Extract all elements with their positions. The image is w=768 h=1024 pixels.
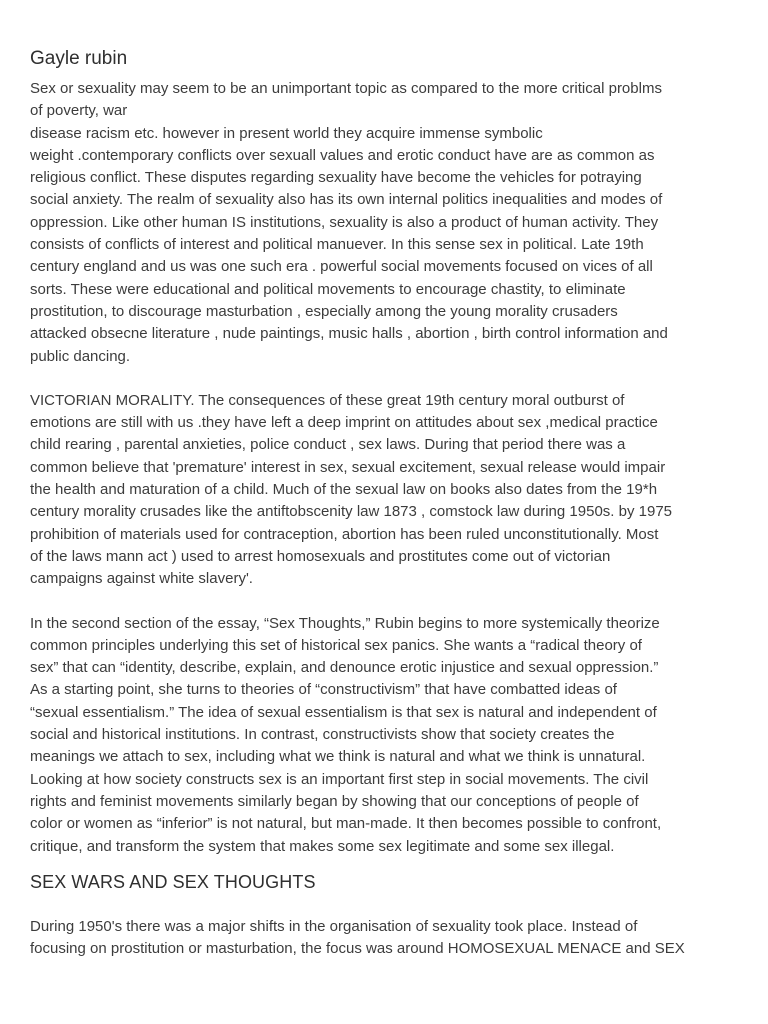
text-line: oppression. Like other human IS institutions, sexuality is also a product of human activity. They xyxy=(30,213,659,231)
text-line: the health and maturation of a child. Much of the sexual law on books also dates from the 19*h xyxy=(30,481,658,499)
text-line: sex” that can “identity, describe, explain, and denounce erotic injustice and sexual oppression.” xyxy=(30,659,659,677)
paragraph-victorian-morality xyxy=(30,390,742,591)
text-line: As a starting point, she turns to theories of “constructivism” that have combatted ideas of xyxy=(30,681,617,699)
text-line: century england and us was one such era . powerful social movements focused on vices of all xyxy=(30,258,653,276)
text-line: religious conflict. These disputes regarding sexuality have become the vehicles for potraying xyxy=(30,169,642,187)
text-line: “sexual essentialism.” The idea of sexual essentialism is that sex is natural and independent of xyxy=(30,703,657,721)
paragraph-spacer xyxy=(30,368,742,390)
text-line: color or women as “inferior” is not natural, but man-made. It then becomes possible to confront, xyxy=(30,815,662,833)
text-line: public dancing. xyxy=(30,347,131,365)
text-line: emotions are still with us .they have left a deep imprint on attitudes about sex ,medical practice xyxy=(30,414,658,432)
text-line: social and historical institutions. In contrast, constructivists show that society creates the xyxy=(30,726,615,744)
text-line: of the laws mann act ) used to arrest homosexuals and prostitutes come out of victorian xyxy=(30,547,611,565)
section-heading: SEX WARS AND SEX THOUGHTS xyxy=(30,871,316,892)
text-line: child rearing , parental anxieties, police conduct , sex laws. During that period there was a xyxy=(30,436,626,454)
text-line: During 1950's there was a major shifts in the organisation of sexuality took place. Instead of xyxy=(30,917,638,935)
text-line: rights and feminist movements similarly began by showing that our conceptions of people of xyxy=(30,792,639,810)
text-line: weight .contemporary conflicts over sexuall values and erotic conduct have are as common as xyxy=(30,146,655,164)
text-line: century morality crusades like the antiftobscenity law 1873 , comstock law during 1950s. by 1975 xyxy=(30,503,672,521)
text-line: meanings we attach to sex, including what we think is natural and what we think is unnatural. xyxy=(30,748,646,766)
text-line: campaigns against white slavery'. xyxy=(30,570,253,588)
paragraph-sex-thoughts xyxy=(30,613,742,858)
document-title: Gayle rubin xyxy=(30,48,128,69)
text-line: consists of conflicts of interest and political manuever. In this sense sex in political. Late 19th xyxy=(30,236,644,254)
text-line: attacked obsecne literature , nude paintings, music halls , abortion , birth control information and xyxy=(30,325,668,343)
text-line: Looking at how society constructs sex is an important first step in social movements. The civil xyxy=(30,770,649,788)
text-line: prostitution, to discourage masturbation , especially among the young morality crusaders xyxy=(30,302,618,320)
text-line: social anxiety. The realm of sexuality also has its own internal politics inequalities and modes of xyxy=(30,191,663,209)
text-line: common principles underlying this set of historical sex panics. She wants a “radical theory of xyxy=(30,636,642,654)
paragraph-intro xyxy=(30,78,742,368)
text-line: disease racism etc. however in present world they acquire immense symbolic xyxy=(30,124,543,142)
document-page xyxy=(30,46,742,960)
text-line: VICTORIAN MORALITY. The consequences of these great 19th century moral outburst of xyxy=(30,391,625,409)
text-line: focusing on prostitution or masturbation, the focus was around HOMOSEXUAL MENACE and SEX xyxy=(30,940,685,958)
paragraph-spacer xyxy=(30,591,742,613)
text-line: common believe that 'premature' interest in sex, sexual excitement, sexual release would impair xyxy=(30,458,666,476)
text-line: of poverty, war xyxy=(30,102,128,120)
text-line: sorts. These were educational and political movements to encourage chastity, to eliminate xyxy=(30,280,626,298)
text-line: Sex or sexuality may seem to be an unimportant topic as compared to the more critical problms xyxy=(30,80,662,97)
text-line: critique, and transform the system that makes some sex legitimate and some sex illegal. xyxy=(30,837,615,855)
text-line: prohibition of materials used for contraception, abortion has been ruled unconstitutionally. Most xyxy=(30,525,659,543)
paragraph-1950s xyxy=(30,916,742,961)
text-line: In the second section of the essay, “Sex Thoughts,” Rubin begins to more systemically theorize xyxy=(30,614,660,632)
